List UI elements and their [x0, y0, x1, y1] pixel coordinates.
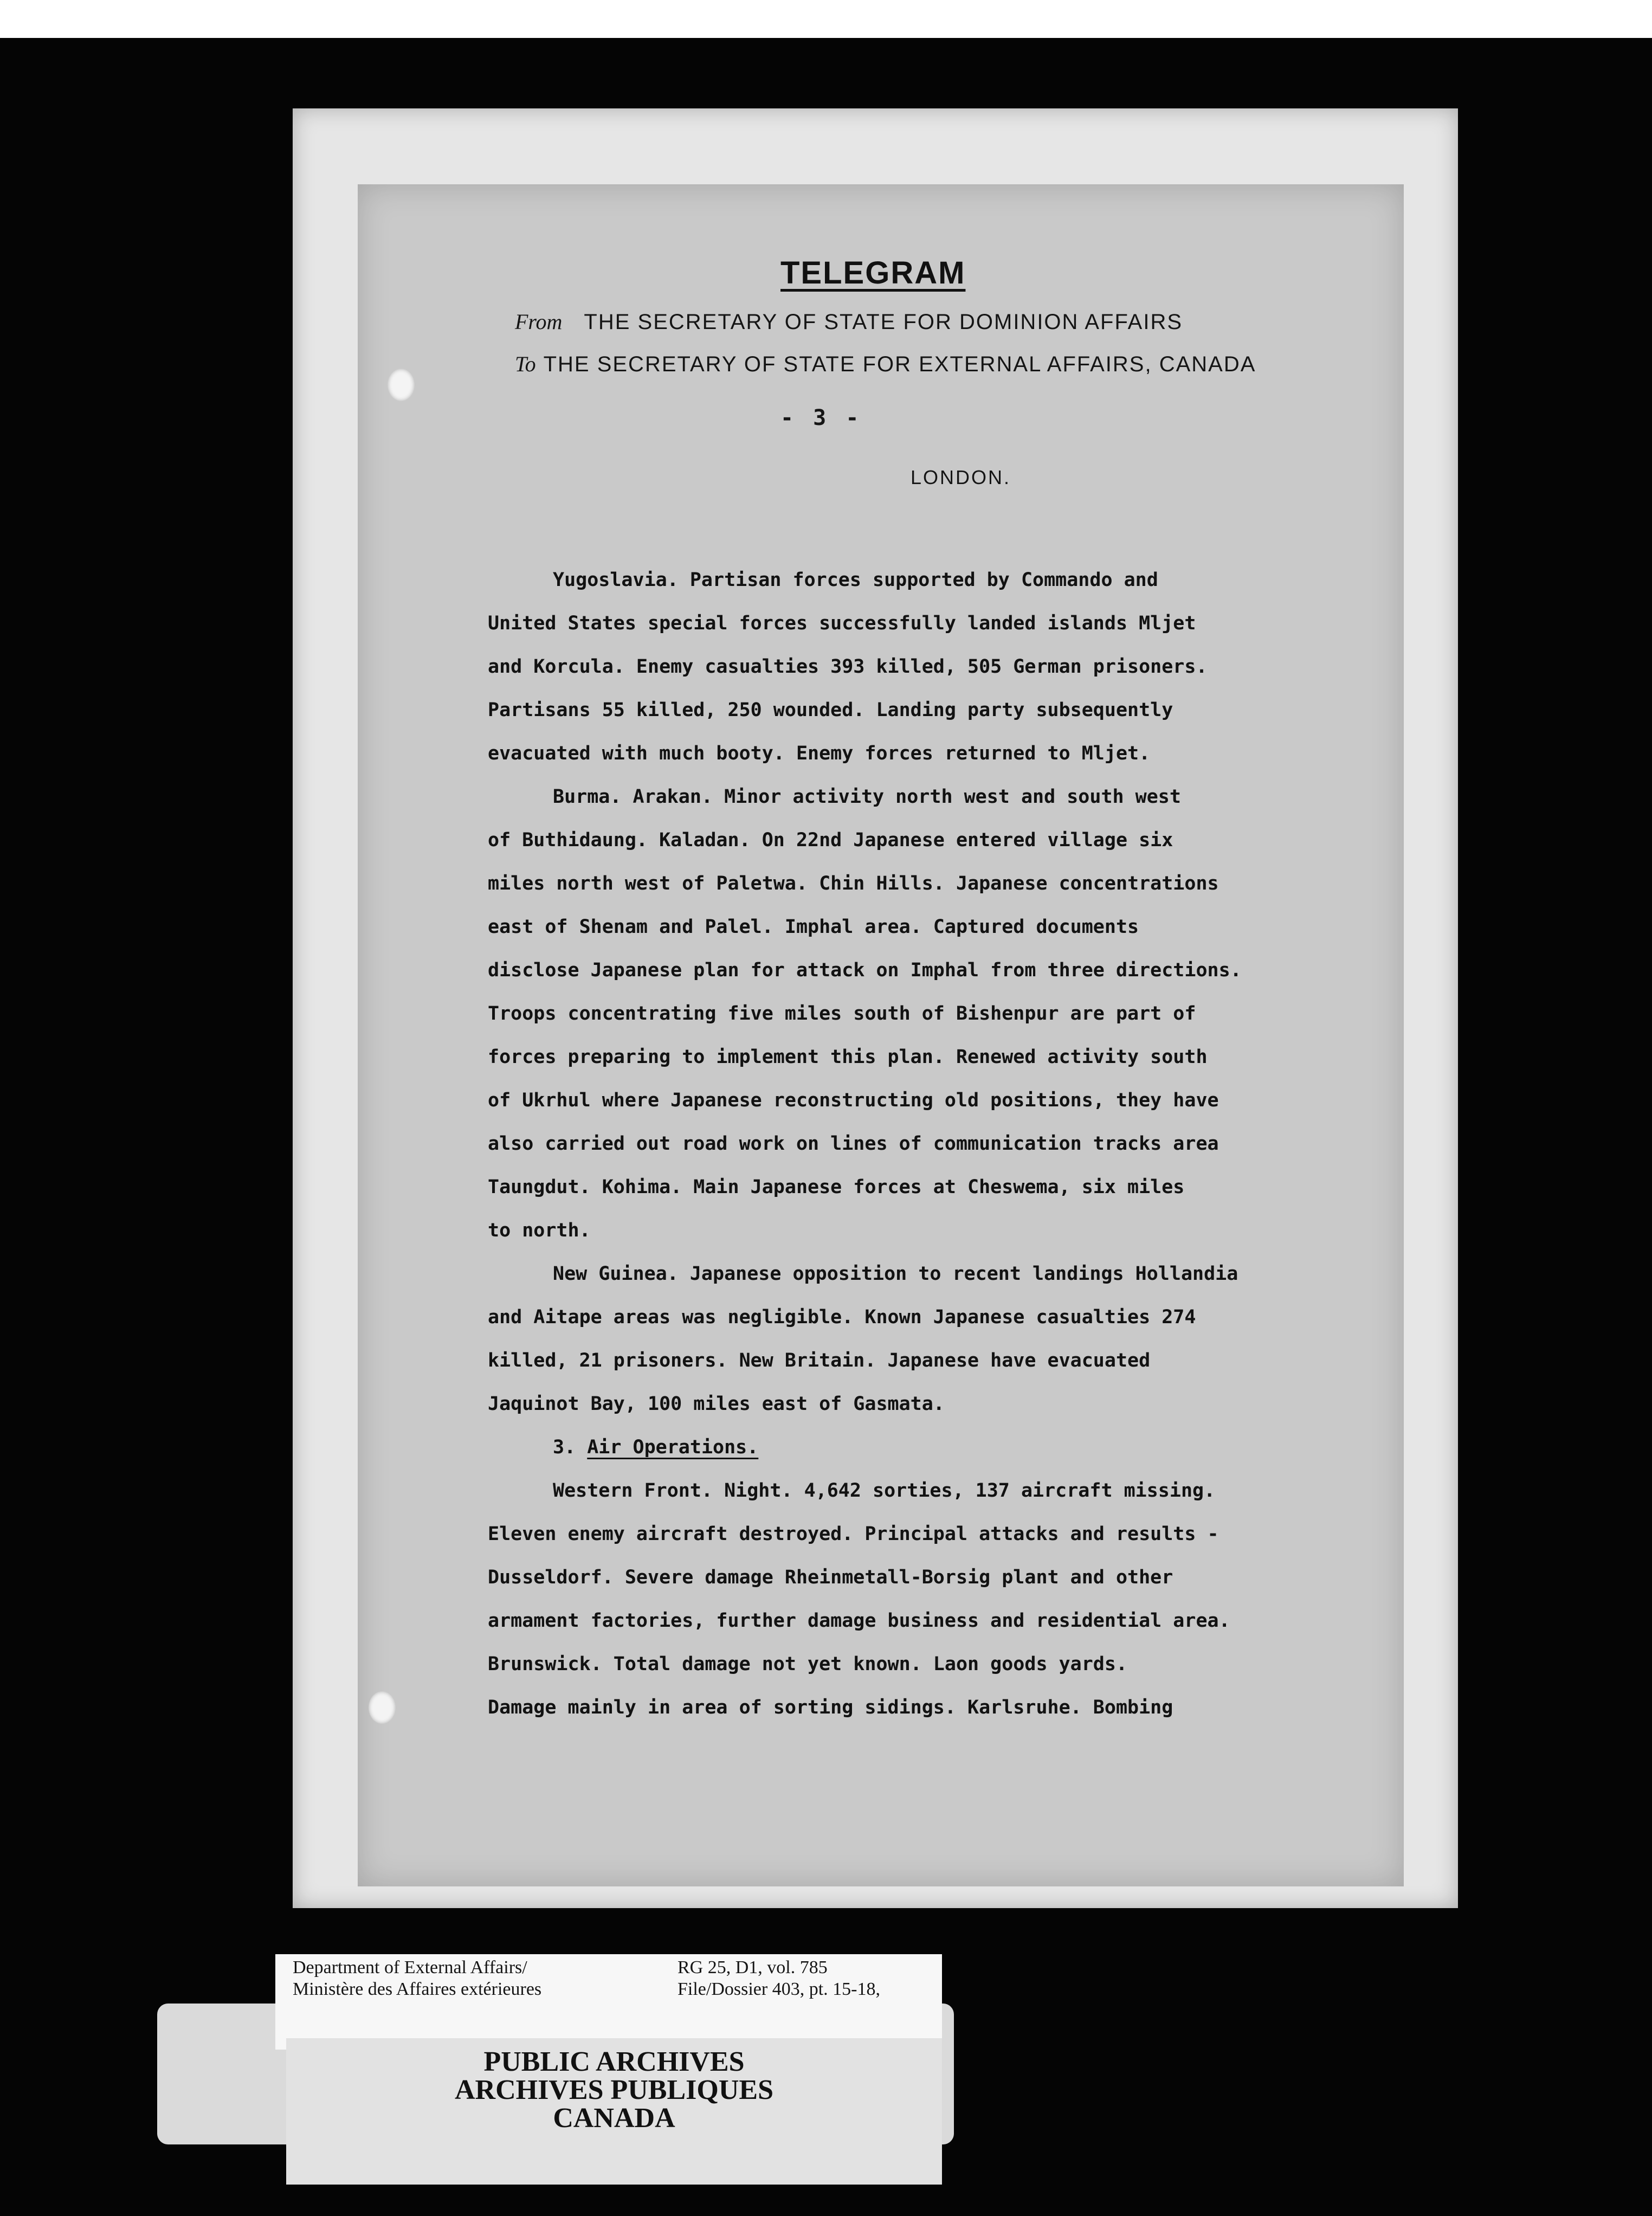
body-line: killed, 21 prisoners. New Britain. Japanese have evacuated — [488, 1350, 1151, 1371]
body-line: miles north west of Paletwa. Chin Hills. Japanese concentrations — [488, 873, 1219, 894]
body-line: United States special forces successfully landed islands Mljet — [488, 613, 1196, 634]
body-line: Brunswick. Total damage not yet known. Laon goods yards. — [488, 1653, 1128, 1675]
body-line: Yugoslavia. Partisan forces supported by Commando and — [553, 569, 1158, 591]
punch-hole-bottom — [369, 1691, 396, 1724]
body-line: forces preparing to implement this plan. Renewed activity south — [488, 1046, 1208, 1068]
from-line — [515, 309, 1183, 334]
body-line: Western Front. Night. 4,642 sorties, 137 aircraft missing. — [553, 1480, 1216, 1502]
section-heading-line — [488, 1426, 1377, 1469]
section-number: 3. — [553, 1436, 576, 1458]
ref-line-1: RG 25, D1, vol. 785 — [677, 1957, 828, 1977]
body-line: disclose Japanese plan for attack on Imphal from three directions. — [488, 959, 1242, 981]
body-line: and Korcula. Enemy casualties 393 killed, 505 German prisoners. — [488, 656, 1208, 678]
body-line: Eleven enemy aircraft destroyed. Principal attacks and results - — [488, 1523, 1219, 1545]
body-line: east of Shenam and Palel. Imphal area. Captured documents — [488, 916, 1139, 938]
telegram-title: TELEGRAM — [780, 255, 966, 291]
city-line: LONDON. — [911, 466, 1011, 488]
punch-hole-top — [388, 369, 415, 401]
telegram-body — [488, 558, 1377, 1729]
from-label: From — [515, 310, 563, 334]
scan-top-band — [0, 0, 1652, 38]
body-line: of Ukrhul where Japanese reconstructing old positions, they have — [488, 1090, 1219, 1111]
ref-line-2: File/Dossier 403, pt. 15-18, — [677, 1979, 880, 1999]
to-line — [515, 351, 1256, 377]
dept-line-2: Ministère des Affaires extérieures — [293, 1979, 542, 1999]
page-number: - 3 - — [780, 405, 862, 430]
to-text: THE SECRETARY OF STATE FOR EXTERNAL AFFAIRS, CANADA — [543, 352, 1256, 376]
body-line: armament factories, further damage business and residential area. — [488, 1610, 1230, 1632]
body-line: and Aitape areas was negligible. Known Japanese casualties 274 — [488, 1306, 1196, 1328]
archives-line-2: ARCHIVES PUBLIQUES — [454, 2075, 774, 2105]
section-heading: Air Operations. — [587, 1436, 759, 1458]
body-line: Jaquinot Bay, 100 miles east of Gasmata. — [488, 1393, 945, 1415]
body-line: Taungdut. Kohima. Main Japanese forces at Cheswema, six miles — [488, 1176, 1185, 1198]
to-label: To — [515, 352, 536, 376]
body-line: evacuated with much booty. Enemy forces returned to Mljet. — [488, 743, 1151, 764]
body-line: Burma. Arakan. Minor activity north west and south west — [553, 786, 1181, 808]
body-line: of Buthidaung. Kaladan. On 22nd Japanese entered village six — [488, 829, 1173, 851]
body-line: New Guinea. Japanese opposition to recent landings Hollandia — [553, 1263, 1238, 1285]
from-text: THE SECRETARY OF STATE FOR DOMINION AFFAIRS — [584, 310, 1183, 334]
dept-line-1: Department of External Affairs/ — [293, 1957, 527, 1977]
body-line: Troops concentrating five miles south of Bishenpur are part of — [488, 1003, 1196, 1025]
body-line: Damage mainly in area of sorting sidings. Karlsruhe. Bombing — [488, 1697, 1173, 1718]
public-archives-stamp — [286, 2048, 942, 2133]
body-line: Partisans 55 killed, 250 wounded. Landing party subsequently — [488, 699, 1173, 721]
body-line: also carried out road work on lines of communication tracks area — [488, 1133, 1219, 1155]
body-line: to north. — [488, 1220, 591, 1241]
archives-line-1: PUBLIC ARCHIVES — [483, 2046, 745, 2077]
archives-line-3: CANADA — [553, 2103, 675, 2134]
body-line: Dusseldorf. Severe damage Rheinmetall-Borsig plant and other — [488, 1567, 1173, 1588]
